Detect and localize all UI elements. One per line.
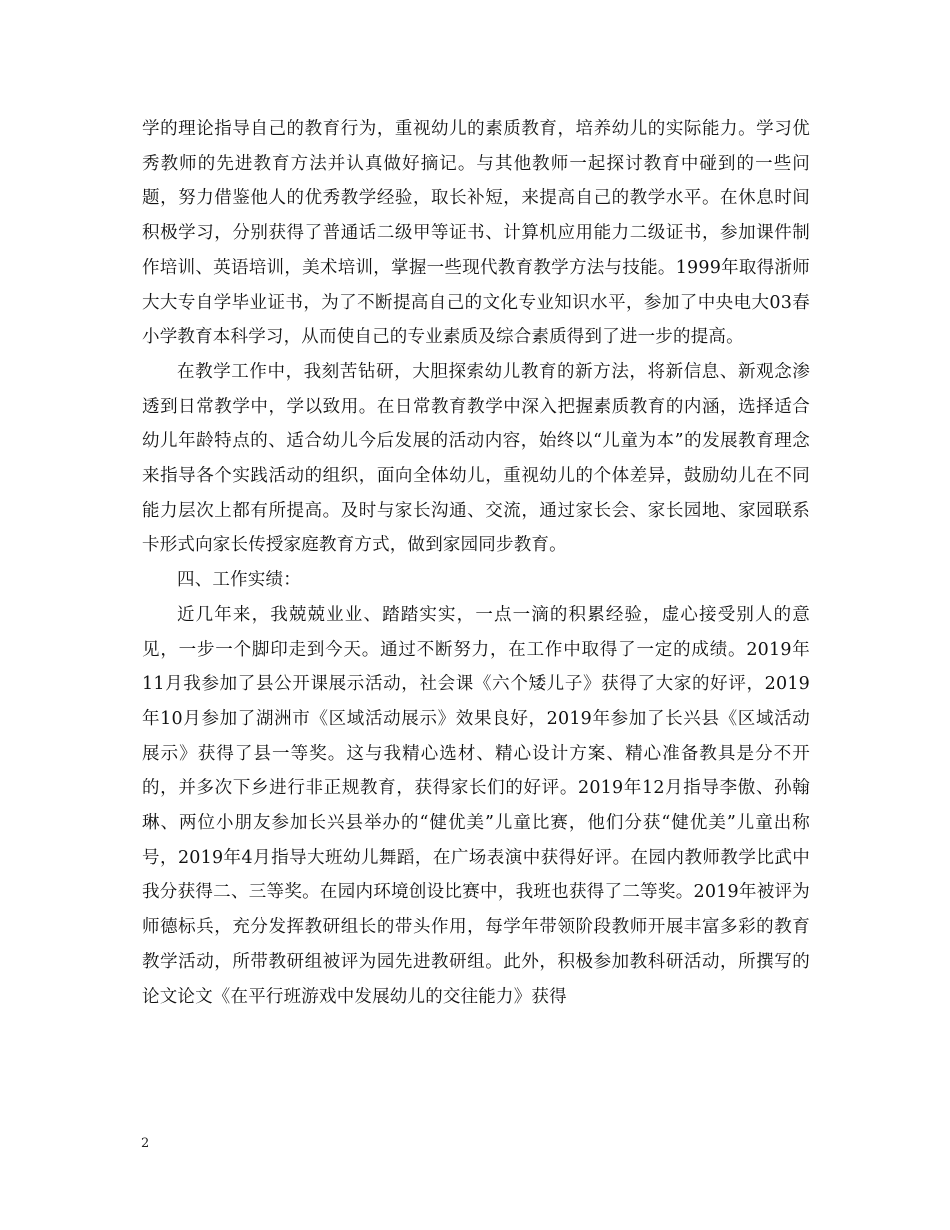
section-heading-work-achievements: 四、工作实绩：	[177, 570, 301, 591]
paragraph-study-continued: 学的理论指导自己的教育行为，重视幼儿的素质教育，培养幼儿的实际能力。学习优秀教师的先进教育方法并认真做好摘记。与其他教师一起探讨教育中碰到的一些问题，努力借鉴他人的优秀教学经验，取长补短，来提高自己的教学水平。在休息时间积极学习，分别获得了普通话二级甲等证书、计算机应用能力二级证书，参加课件制作培训、英语培训，美术培训，掌握一些现代教育教学方法与技能。1999年取得浙师大大专自学毕业证书，为了不断提高自己的文化专业知识水平，参加了中央电大03春小学教育本科学习，从而使自己的专业素质及综合素质得到了进一步的提高。	[142, 119, 810, 348]
paragraph-teaching-work: 在教学工作中，我刻苦钻研，大胆探索幼儿教育的新方法，将新信息、新观念渗透到日常教学中，学以致用。在日常教育教学中深入把握素质教育的内涵，选择适合幼儿年龄特点的、适合幼儿今后发展的活动内容，始终以“儿童为本”的发展教育理念来指导各个实践活动的组织，面向全体幼儿，重视幼儿的个体差异，鼓励幼儿在不同能力层次上都有所提高。及时与家长沟通、交流，通过家长会、家长园地、家园联系卡形式向家长传授家庭教育方式，做到家园同步教育。	[142, 361, 810, 556]
paragraph-achievements: 近几年来，我兢兢业业、踏踏实实，一点一滴的积累经验，虚心接受别人的意见，一步一个脚印走到今天。通过不断努力，在工作中取得了一定的成绩。2019年11月我参加了县公开课展示活动，社会课《六个矮儿子》获得了大家的好评，2019年10月参加了湖洲市《区域活动展示》效果良好，2019年参加了长兴县《区域活动展示》获得了县一等奖。这与我精心选材、精心设计方案、精心准备教具是分不开的，并多次下乡进行非正规教育，获得家长们的好评。2019年12月指导李傲、孙翰琳、两位小朋友参加长兴县举办的“健优美”儿童比赛，他们分获“健优美”儿童出称号，2019年4月指导大班幼儿舞蹈，在广场表演中获得好评。在园内教师教学比武中我分获得二、三等奖。在园内环境创设比赛中，我班也获得了二等奖。2019年被评为师德标兵，充分发挥教研组长的带头作用，每学年带领阶段教师开展丰富多彩的教育教学活动，所带教研组被评为园先进教研组。此外，积极参加教科研活动，所撰写的论文论文《在平行班游戏中发展幼儿的交往能力》获得	[142, 604, 810, 1007]
body-text	[142, 112, 810, 1014]
page-number: 2	[141, 1136, 150, 1151]
